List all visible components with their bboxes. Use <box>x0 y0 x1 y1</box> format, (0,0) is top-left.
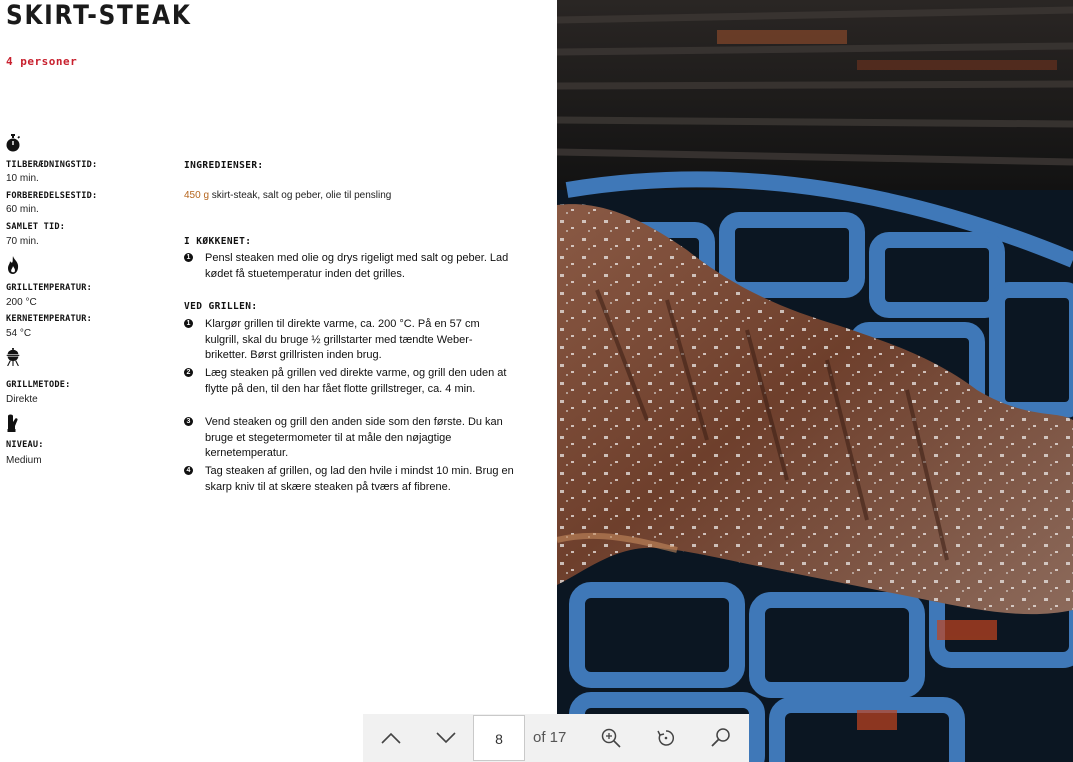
grill-method-label: GRILLMETODE: <box>6 380 71 390</box>
rotate-button[interactable] <box>644 714 688 762</box>
steak-photo <box>557 0 1073 762</box>
step-number-badge: 1 <box>184 253 193 262</box>
chevron-down-icon <box>435 731 457 745</box>
core-temp-value: 54 °C <box>6 328 32 339</box>
steak-photo-illustration <box>557 0 1073 762</box>
grill-step <box>184 415 514 462</box>
step-number-badge: 3 <box>184 417 193 426</box>
prep-time-label: TILBERÆDNINGSTID: <box>6 160 98 170</box>
step-number-badge: 1 <box>184 319 193 328</box>
grill-step <box>184 366 514 397</box>
servings: 4 personer <box>6 55 78 68</box>
step-text: Vend steaken og grill den anden side som den første. Du kan bruge et stegetermometer til at måle den nøjagtige kernetemperatur. <box>205 416 503 459</box>
level-label: NIVEAU: <box>6 440 44 450</box>
prepare-time-value: 60 min. <box>6 204 39 215</box>
step-number-badge: 2 <box>184 368 193 377</box>
step-text: Læg steaken på grillen ved direkte varme, og grill den uden at flytte på den, til den har fået flotte grillstreger, ca. 4 min. <box>205 367 507 395</box>
page-number-input[interactable]: 8 <box>473 715 525 761</box>
zoom-in-icon <box>600 727 622 749</box>
grill-step <box>184 464 514 495</box>
ingredient-text: skirt-steak, salt og peber, olie til pensling <box>209 190 392 201</box>
ingredient-line <box>184 190 391 201</box>
ingredients-heading: INGREDIENSER: <box>184 160 264 171</box>
next-page-button[interactable] <box>424 714 468 762</box>
oven-mitt-icon <box>5 414 21 432</box>
grill-temp-label: GRILLTEMPERATUR: <box>6 283 92 293</box>
prepare-time-label: FORBEREDELSESTID: <box>6 191 98 201</box>
flame-icon <box>5 256 21 274</box>
pdf-toolbar <box>363 714 749 762</box>
step-text: Tag steaken af grillen, og lad den hvile i mindst 10 min. Brug en skarp kniv til at skære steaken på tværs af fibrene. <box>205 465 514 493</box>
grill-heading: VED GRILLEN: <box>184 301 258 312</box>
recipe-title: SKIRT-STEAK <box>6 0 192 31</box>
level-value: Medium <box>6 455 42 466</box>
kettle-grill-icon <box>5 348 21 366</box>
total-time-label: SAMLET TID: <box>6 222 66 232</box>
grill-method-value: Direkte <box>6 394 38 405</box>
grill-temp-value: 200 °C <box>6 297 37 308</box>
ingredient-quantity: 450 g <box>184 190 210 201</box>
zoom-in-button[interactable] <box>589 714 633 762</box>
search-button[interactable] <box>699 714 743 762</box>
prep-time-value: 10 min. <box>6 173 39 184</box>
previous-page-button[interactable] <box>369 714 413 762</box>
step-text: Klargør grillen til direkte varme, ca. 200 °C. På en 57 cm kulgrill, skal du bruge ½ grillstarter med tændte Weber-briketter. Børst grillristen inden brug. <box>205 318 480 361</box>
stopwatch-icon <box>5 134 21 152</box>
kitchen-heading: I KØKKENET: <box>184 236 252 247</box>
search-icon <box>710 727 732 749</box>
total-time-value: 70 min. <box>6 236 39 247</box>
step-text: Pensl steaken med olie og drys rigeligt med salt og peber. Lad kødet få stuetemperatur inden det grilles. <box>205 252 509 280</box>
page-count: of 17 <box>533 729 567 746</box>
chevron-up-icon <box>380 731 402 745</box>
kitchen-step <box>184 251 514 282</box>
grill-step <box>184 317 514 364</box>
core-temp-label: KERNETEMPERATUR: <box>6 314 92 324</box>
rotate-icon <box>655 727 677 749</box>
step-number-badge: 4 <box>184 466 193 475</box>
